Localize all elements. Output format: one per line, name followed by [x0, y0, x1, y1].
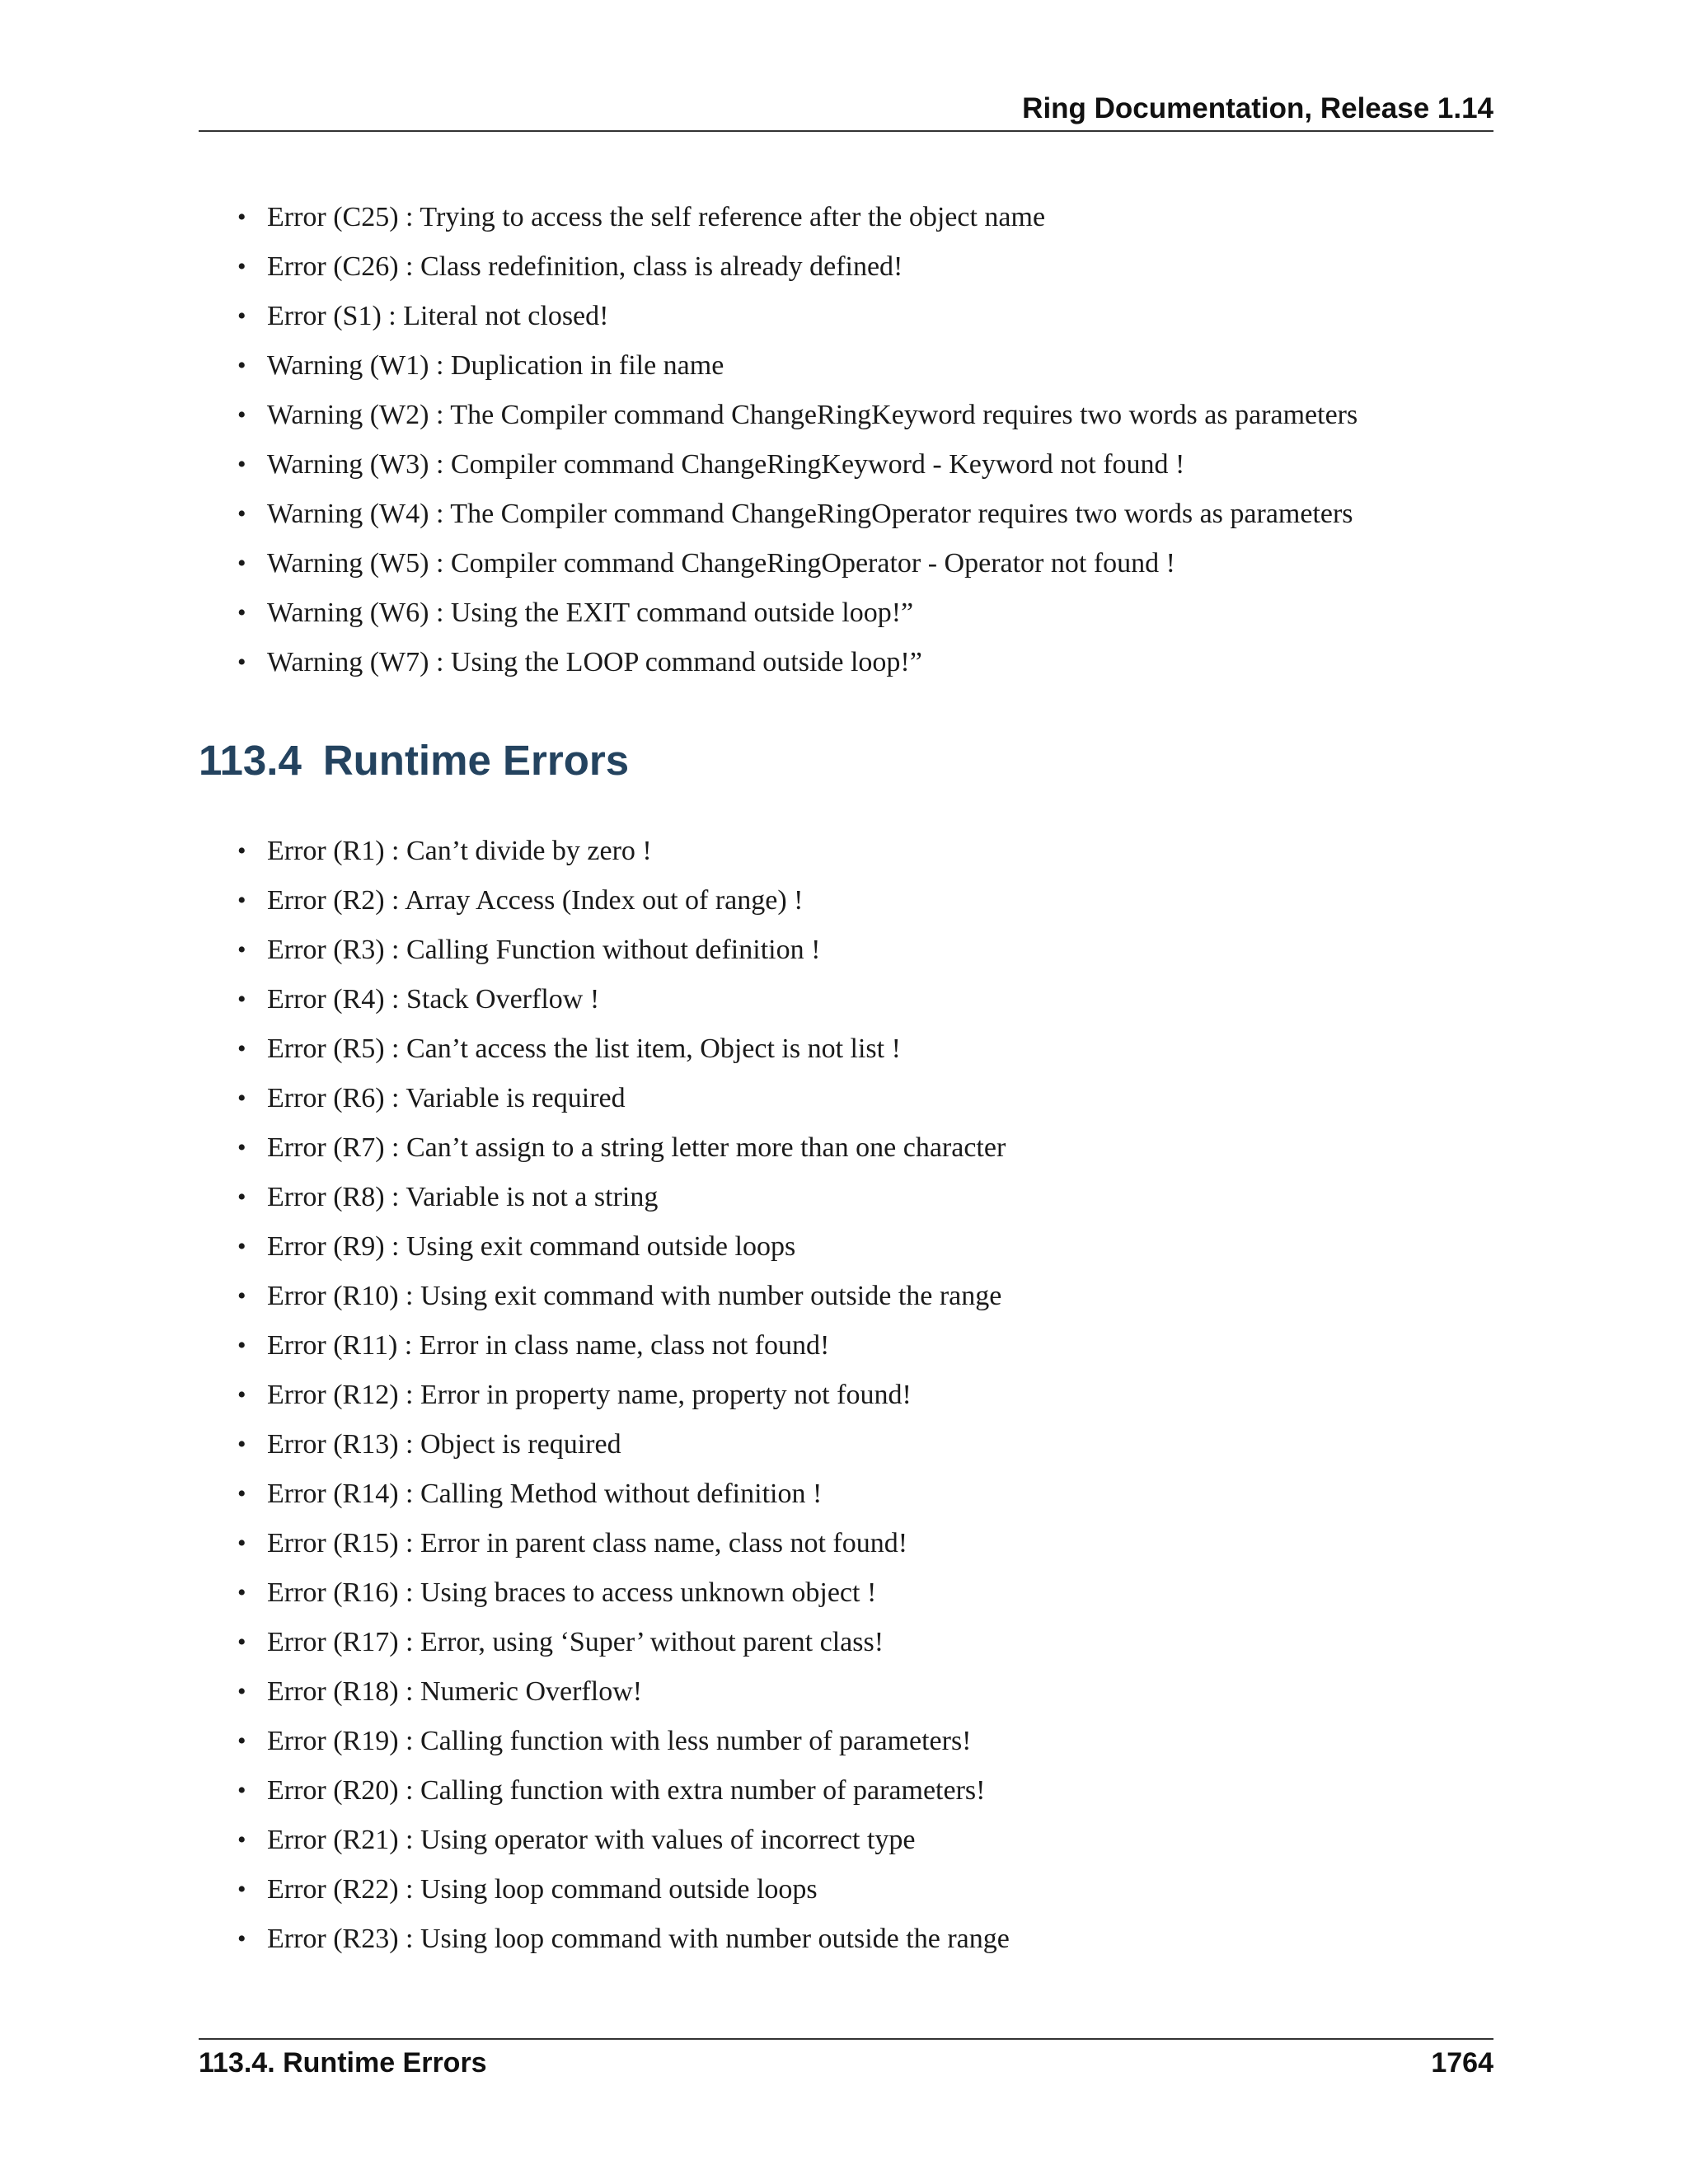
bullet-icon: •	[237, 1480, 246, 1507]
bullet-icon: •	[237, 401, 246, 429]
bullet-icon: •	[237, 1925, 246, 1952]
compiler-errors-list	[239, 193, 1475, 687]
bullet-icon: •	[237, 1431, 246, 1458]
page-number: 1764	[1431, 2047, 1493, 2079]
list-item: • Warning (W2) : The Compiler command ChangeRingKeyword requires two words as parameters	[239, 391, 1475, 440]
bullet-icon: •	[237, 1727, 246, 1755]
bullet-icon: •	[237, 550, 246, 577]
list-item: • Error (R21) : Using operator with values of incorrect type	[239, 1816, 1475, 1865]
bullet-icon: •	[237, 1381, 246, 1408]
list-item: • Error (C26) : Class redefinition, class is already defined!	[239, 242, 1475, 292]
list-item: • Error (R6) : Variable is required	[239, 1074, 1475, 1123]
list-item: • Error (R5) : Can’t access the list item, Object is not list !	[239, 1024, 1475, 1074]
bullet-icon: •	[237, 1085, 246, 1112]
list-item: • Error (R14) : Calling Method without definition !	[239, 1469, 1475, 1519]
list-item: • Warning (W4) : The Compiler command ChangeRingOperator requires two words as parameters	[239, 490, 1475, 539]
bullet-icon: •	[237, 837, 246, 865]
footer-section-label: 113.4. Runtime Errors	[199, 2047, 487, 2079]
list-item: • Error (R22) : Using loop command outside loops	[239, 1865, 1475, 1915]
footer-divider	[199, 2038, 1493, 2040]
bullet-icon: •	[237, 500, 246, 527]
list-item: • Error (R19) : Calling function with less number of parameters!	[239, 1717, 1475, 1766]
section-title: Runtime Errors	[322, 737, 630, 784]
bullet-icon: •	[237, 649, 246, 676]
list-item: • Error (S1) : Literal not closed!	[239, 292, 1475, 341]
list-item: • Error (R2) : Array Access (Index out of range) !	[239, 876, 1475, 926]
list-item: • Error (R10) : Using exit command with number outside the range	[239, 1272, 1475, 1321]
list-item: • Error (R1) : Can’t divide by zero !	[239, 827, 1475, 876]
bullet-icon: •	[237, 1035, 246, 1062]
bullet-icon: •	[237, 302, 246, 330]
bullet-icon: •	[237, 1579, 246, 1606]
bullet-icon: •	[237, 936, 246, 963]
section-heading	[199, 736, 629, 785]
list-item: • Error (R3) : Calling Function without definition !	[239, 926, 1475, 975]
list-item: • Warning (W5) : Compiler command ChangeRingOperator - Operator not found !	[239, 539, 1475, 588]
list-item: • Error (R7) : Can’t assign to a string letter more than one character	[239, 1123, 1475, 1173]
list-item: • Error (R20) : Calling function with extra number of parameters!	[239, 1766, 1475, 1816]
list-item: • Error (R23) : Using loop command with number outside the range	[239, 1915, 1475, 1964]
list-item: • Error (R4) : Stack Overflow !	[239, 975, 1475, 1024]
section-number: 113.4	[199, 737, 302, 784]
bullet-icon: •	[237, 1233, 246, 1260]
bullet-icon: •	[237, 1678, 246, 1705]
running-header-title: Ring Documentation, Release 1.14	[1022, 92, 1493, 124]
bullet-icon: •	[237, 599, 246, 626]
bullet-icon: •	[237, 352, 246, 379]
list-item: • Error (C25) : Trying to access the self reference after the object name	[239, 193, 1475, 242]
bullet-icon: •	[237, 253, 246, 280]
list-item: • Error (R9) : Using exit command outside loops	[239, 1222, 1475, 1272]
bullet-icon: •	[237, 204, 246, 231]
list-item: • Error (R18) : Numeric Overflow!	[239, 1667, 1475, 1717]
bullet-icon: •	[237, 1530, 246, 1557]
bullet-icon: •	[237, 1876, 246, 1903]
bullet-icon: •	[237, 1183, 246, 1211]
list-item: • Error (R17) : Error, using ‘Super’ without parent class!	[239, 1618, 1475, 1667]
bullet-icon: •	[237, 887, 246, 914]
bullet-icon: •	[237, 1826, 246, 1854]
bullet-icon: •	[237, 1134, 246, 1161]
bullet-icon: •	[237, 1629, 246, 1656]
list-item: • Warning (W6) : Using the EXIT command outside loop!”	[239, 588, 1475, 638]
header-divider	[199, 130, 1493, 132]
bullet-icon: •	[237, 451, 246, 478]
bullet-icon: •	[237, 1282, 246, 1310]
runtime-errors-list	[239, 827, 1475, 1964]
list-item: • Error (R12) : Error in property name, property not found!	[239, 1371, 1475, 1420]
list-item: • Error (R16) : Using braces to access unknown object !	[239, 1568, 1475, 1618]
bullet-icon: •	[237, 1777, 246, 1804]
list-item: • Error (R13) : Object is required	[239, 1420, 1475, 1469]
list-item: • Error (R11) : Error in class name, class not found!	[239, 1321, 1475, 1371]
bullet-icon: •	[237, 986, 246, 1013]
list-item: • Error (R15) : Error in parent class name, class not found!	[239, 1519, 1475, 1568]
bullet-icon: •	[237, 1332, 246, 1359]
list-item: • Warning (W1) : Duplication in file name	[239, 341, 1475, 391]
list-item: • Error (R8) : Variable is not a string	[239, 1173, 1475, 1222]
list-item: • Warning (W7) : Using the LOOP command outside loop!”	[239, 638, 1475, 687]
list-item: • Warning (W3) : Compiler command ChangeRingKeyword - Keyword not found !	[239, 440, 1475, 490]
